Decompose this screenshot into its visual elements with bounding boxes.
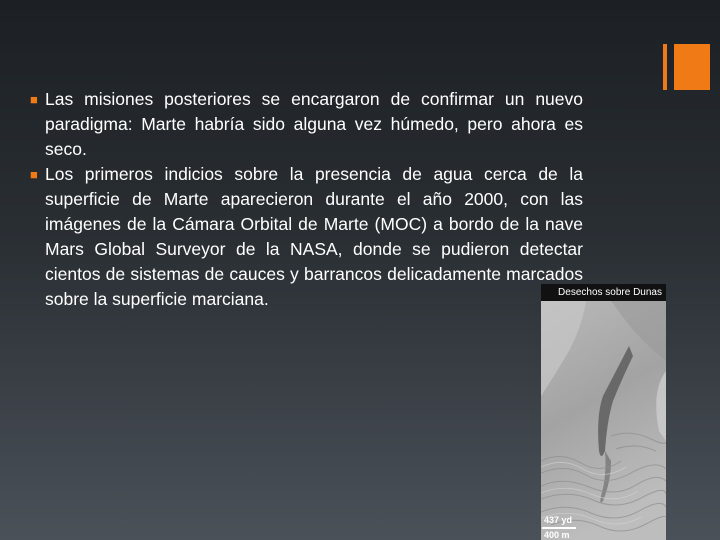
scale-label-meters: 400 m	[544, 530, 570, 540]
square-bullet-icon: ■	[30, 92, 38, 107]
bullet-item	[30, 87, 583, 162]
square-bullet-icon: ■	[30, 167, 38, 182]
slide-body	[30, 87, 583, 312]
bullet-text: Los primeros indicios sobre la presencia de agua cerca de la superficie de Marte aparecieron durante el año 2000, con las imágenes de la Cámara Orbital de Marte (MOC) a bordo de la nave Mars Global Surveyor de la NASA, donde se pudieron detectar cientos de sistemas de cauces y barrancos delicadamente marcados sobre la superficie marciana.	[45, 164, 583, 309]
bullet-item	[30, 162, 583, 312]
accent-bar-thick	[674, 44, 710, 90]
image-caption: Desechos sobre Dunas	[541, 284, 666, 301]
accent-bar-thin	[663, 44, 667, 90]
bullet-text: Las misiones posteriores se encargaron de confirmar un nuevo paradigma: Marte habría sido alguna vez húmedo, pero ahora es seco.	[45, 89, 583, 159]
mars-surface-image	[541, 301, 666, 540]
scale-label-yards: 437 yd	[544, 515, 573, 525]
